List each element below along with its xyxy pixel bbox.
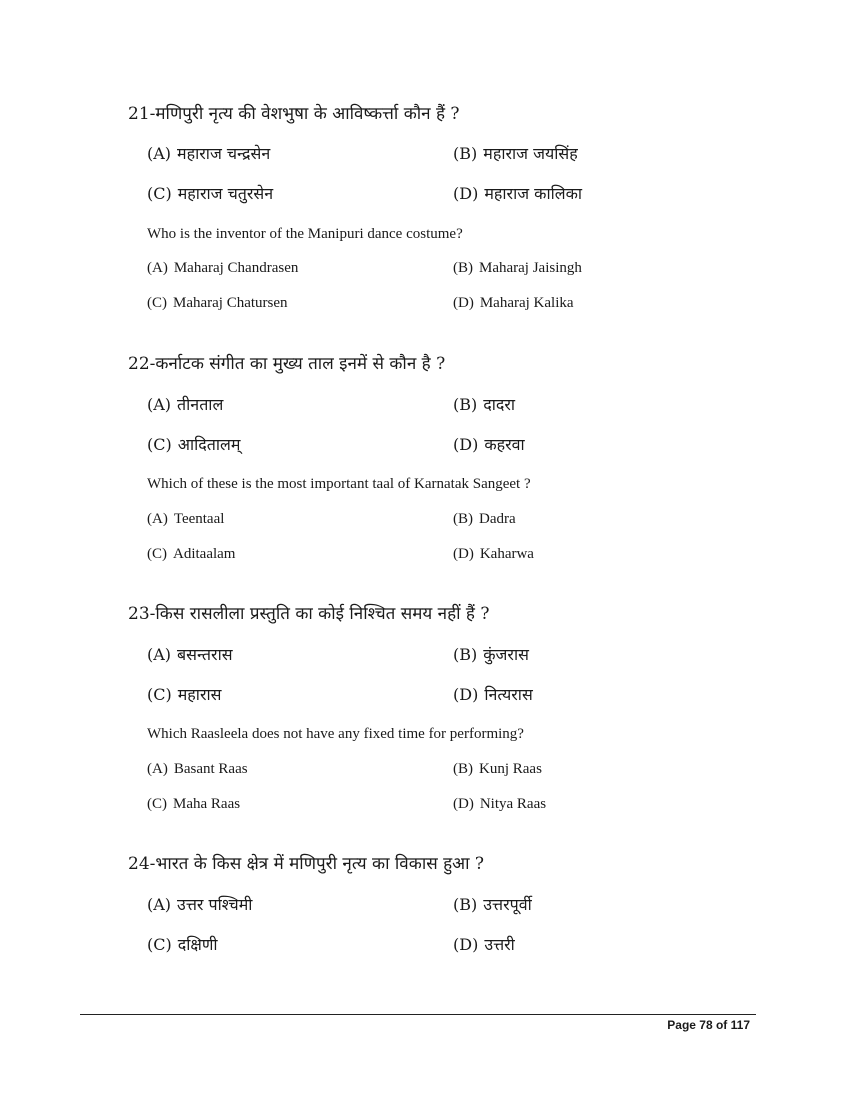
question-21-hindi: 21-मणिपुरी नृत्य की वेशभुषा के आविष्कर्त्ता कौन हैं ? [128, 104, 460, 124]
q21-hindi-option-c: (C) महाराज चतुरसेन [147, 184, 274, 203]
question-22-hindi: 22-कर्नाटक संगीत का मुख्य ताल इनमें से कौन है ? [128, 354, 446, 374]
question-24-hindi: 24-भारत के किस क्षेत्र में मणिपुरी नृत्य का विकास हुआ ? [128, 854, 485, 874]
q22-english-option-c: (C) Aditaalam [147, 546, 236, 562]
q22-english-option-b: (B) Dadra [453, 511, 516, 527]
question-21-english: Who is the inventor of the Manipuri dance costume? [147, 226, 463, 242]
page-number: Page 78 of 117 [667, 1018, 750, 1032]
q23-hindi-option-c: (C) महारास [147, 685, 222, 704]
q22-english-option-a: (A) Teentaal [147, 511, 225, 527]
q22-english-option-d: (D) Kaharwa [453, 546, 534, 562]
q23-hindi-option-b: (B) कुंजरास [453, 645, 529, 664]
q21-english-option-b: (B) Maharaj Jaisingh [453, 260, 582, 276]
q23-hindi-option-d: (D) नित्यरास [453, 685, 533, 704]
q24-hindi-option-a: (A) उत्तर पश्चिमी [147, 895, 253, 914]
q24-hindi-option-b: (B) उत्तरपूर्वी [453, 895, 532, 914]
q24-hindi-option-c: (C) दक्षिणी [147, 935, 218, 954]
q22-hindi-option-d: (D) कहरवा [453, 435, 525, 454]
q21-hindi-option-a: (A) महाराज चन्द्रसेन [147, 144, 271, 163]
question-23-english: Which Raasleela does not have any fixed time for performing? [147, 726, 524, 742]
q21-english-option-a: (A) Maharaj Chandrasen [147, 260, 299, 276]
q24-hindi-option-d: (D) उत्तरी [453, 935, 515, 954]
q21-hindi-option-b: (B) महाराज जयसिंह [453, 144, 578, 163]
q23-english-option-b: (B) Kunj Raas [453, 761, 542, 777]
question-22-english: Which of these is the most important taal of Karnatak Sangeet ? [147, 476, 531, 492]
q22-hindi-option-b: (B) दादरा [453, 395, 516, 414]
q23-hindi-option-a: (A) बसन्तरास [147, 645, 233, 664]
q22-hindi-option-c: (C) आदितालम् [147, 435, 241, 454]
q23-english-option-a: (A) Basant Raas [147, 761, 248, 777]
q22-hindi-option-a: (A) तीनताल [147, 395, 224, 414]
question-23-hindi: 23-किस रासलीला प्रस्तुति का कोई निश्चित समय नहीं हैं ? [128, 604, 490, 624]
q21-english-option-c: (C) Maharaj Chatursen [147, 295, 288, 311]
q23-english-option-d: (D) Nitya Raas [453, 796, 547, 812]
q21-english-option-d: (D) Maharaj Kalika [453, 295, 574, 311]
q23-english-option-c: (C) Maha Raas [147, 796, 241, 812]
q21-hindi-option-d: (D) महाराज कालिका [453, 184, 583, 203]
footer-divider [80, 1014, 756, 1015]
